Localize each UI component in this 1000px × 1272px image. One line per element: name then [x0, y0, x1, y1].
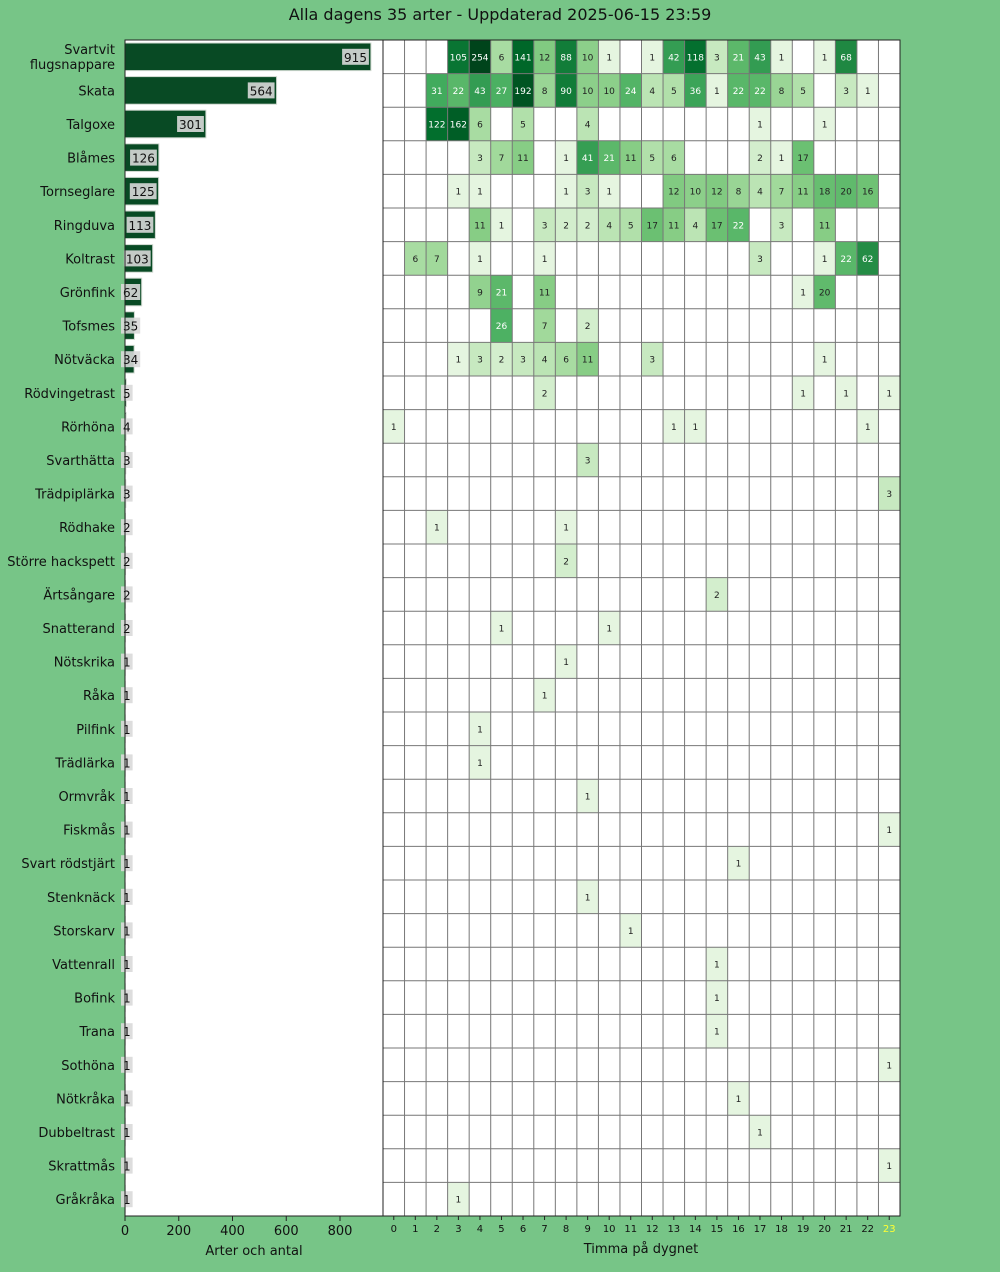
heatmap-cell-label: 1	[778, 53, 785, 64]
heatmap-x-tick-label: 11	[624, 1224, 638, 1235]
heatmap-cell-label: 1	[886, 1162, 893, 1173]
heatmap-cell-label: 1	[563, 658, 569, 669]
bar-value-label: 1	[122, 1092, 131, 1107]
heatmap-cell-label: 4	[692, 221, 699, 232]
bar-value-label: 1	[122, 1058, 131, 1073]
heatmap-cell-label: 1	[800, 288, 806, 299]
species-label: Snatterand	[42, 622, 115, 637]
bar-value-label: 4	[122, 420, 131, 435]
heatmap-cell-label: 2	[498, 355, 505, 366]
heatmap-x-tick-label: 10	[602, 1224, 616, 1235]
heatmap-cell-label: 122	[428, 120, 446, 131]
bar-value-label: 3	[122, 454, 131, 468]
heatmap-cell-label: 68	[840, 53, 852, 64]
chart-title: Alla dagens 35 arter - Uppdaterad 2025-06-15 23:59	[288, 5, 712, 24]
heatmap-cell-label: 10	[581, 86, 594, 97]
heatmap-cell-label: 2	[541, 389, 548, 400]
species-label: Rödhake	[59, 521, 115, 537]
heatmap-cell-label: 6	[670, 154, 677, 165]
bar-value-label: 1	[122, 790, 131, 804]
heatmap-x-tick-label: 6	[519, 1224, 527, 1235]
heatmap-x-tick-label: 16	[732, 1224, 745, 1235]
heatmap-cell-label: 141	[514, 53, 532, 64]
heatmap-cell-label: 1	[477, 758, 483, 769]
species-label: Fiskmås	[63, 823, 115, 839]
heatmap-cell-label: 1	[886, 826, 893, 837]
heatmap-x-tick-label: 15	[710, 1224, 724, 1235]
heatmap-x-tick-label: 2	[433, 1224, 441, 1235]
heatmap-cell-label: 192	[514, 86, 532, 97]
heatmap-x-tick-label: 22	[861, 1224, 875, 1235]
heatmap-cell-label: 36	[689, 86, 702, 97]
heatmap-cell-label: 1	[498, 624, 505, 635]
species-label: Rörhöna	[61, 420, 115, 436]
heatmap-x-tick-label: 17	[753, 1224, 767, 1235]
heatmap-cell-label: 1	[714, 1027, 720, 1038]
heatmap-cell-label: 1	[714, 994, 720, 1005]
heatmap-cell-label: 20	[840, 187, 852, 198]
heatmap-cell-label: 1	[800, 389, 806, 400]
heatmap-cell-label: 1	[541, 691, 548, 702]
species-label: Pilfink	[76, 722, 115, 738]
heatmap-x-axis-label: Timma på dygnet	[583, 1242, 699, 1257]
species-label: Svartvit flugsnappare	[29, 42, 115, 73]
heatmap-cell-label: 1	[778, 154, 785, 165]
heatmap-cell-label: 4	[757, 187, 763, 198]
heatmap-cell-label: 254	[471, 53, 489, 64]
heatmap-cell-label: 1	[821, 355, 828, 366]
heatmap-cell-label: 24	[625, 86, 637, 97]
heatmap-cell-label: 20	[818, 288, 831, 299]
heatmap-x-tick-label: 1	[412, 1224, 419, 1235]
heatmap-cell-label: 31	[431, 86, 443, 97]
heatmap-cell-label: 3	[649, 355, 656, 366]
heatmap-cell-label: 4	[649, 86, 656, 97]
bar-value-label: 2	[122, 588, 131, 603]
heatmap-cell-label: 3	[477, 154, 483, 165]
heatmap-cell-label: 41	[581, 154, 594, 165]
heatmap-cell-label: 11	[517, 154, 529, 165]
heatmap-cell-label: 11	[668, 221, 680, 232]
heatmap-cell-label: 6	[498, 53, 505, 64]
heatmap-cell-label: 2	[563, 557, 569, 568]
heatmap-cell-label: 2	[714, 590, 720, 601]
heatmap-x-tick-label: 20	[818, 1224, 831, 1235]
heatmap-panel	[383, 40, 900, 1235]
heatmap-cell-label: 1	[477, 254, 483, 265]
heatmap-cell-label: 1	[649, 53, 656, 64]
heatmap-cell-label: 5	[670, 86, 677, 97]
bar-x-axis-label: Arter och antal	[205, 1244, 303, 1259]
heatmap-cell-label: 1	[735, 1094, 742, 1105]
species-label: Råka	[83, 689, 115, 705]
species-label: Trädlärka	[55, 756, 115, 772]
heatmap-x-tick-label: 3	[455, 1224, 462, 1235]
bar-value-label: 1	[122, 655, 131, 670]
heatmap-x-tick-label: 5	[498, 1224, 505, 1235]
heatmap-cell-label: 6	[477, 120, 483, 131]
bar-value-label: 103	[125, 252, 149, 267]
bar-value-label: 1	[122, 857, 131, 872]
heatmap-cell-label: 22	[732, 86, 745, 97]
heatmap-cell-label: 22	[732, 221, 745, 232]
heatmap-cell-label: 105	[449, 53, 467, 64]
heatmap-cell-label: 1	[584, 792, 591, 803]
heatmap-cell-label: 11	[797, 187, 809, 198]
heatmap-cell-label: 8	[735, 187, 742, 198]
heatmap-x-tick-label: 9	[584, 1224, 591, 1235]
heatmap-cell-label: 12	[668, 187, 680, 198]
bar-value-label: 34	[122, 353, 139, 368]
heatmap-cell-label: 1	[864, 422, 871, 433]
bar-value-label: 1	[122, 1193, 131, 1208]
heatmap-x-tick-label: 8	[562, 1224, 570, 1235]
heatmap-cell-label: 21	[603, 154, 615, 165]
species-label: Större hackspett	[7, 554, 115, 570]
species-label: Gråkråka	[55, 1193, 115, 1209]
bar-panel	[7, 40, 383, 1239]
heatmap-cell-label: 1	[843, 389, 850, 400]
bar-value-label: 113	[128, 218, 152, 233]
species-label: Grönfink	[59, 286, 115, 301]
heatmap-cell-label: 1	[886, 1061, 893, 1072]
heatmap-cell-label: 1	[455, 355, 462, 366]
heatmap-cell-label: 3	[886, 490, 893, 501]
species-label: Talgoxe	[66, 118, 115, 133]
heatmap-cell-label: 2	[584, 221, 591, 232]
heatmap-cell-label: 17	[711, 221, 723, 232]
bar-value-label: 1	[122, 890, 131, 905]
heatmap-cell-label: 4	[584, 120, 591, 131]
heatmap-cell-label: 2	[563, 221, 569, 232]
heatmap-cell-label: 90	[560, 86, 572, 97]
heatmap-cell-label: 1	[433, 523, 440, 534]
heatmap-cell-label: 62	[861, 254, 874, 265]
heatmap-cell-label: 11	[538, 288, 551, 299]
species-label: Stenknäck	[47, 890, 115, 906]
species-label: Blåmes	[67, 151, 115, 167]
species-label: Tornseglare	[40, 185, 115, 201]
bar-x-tick-label: 0	[120, 1224, 130, 1239]
heatmap-cell-label: 1	[498, 221, 505, 232]
heatmap-cell-label: 5	[520, 120, 526, 131]
heatmap-cell-label: 1	[627, 926, 634, 937]
heatmap-cell-label: 1	[606, 53, 613, 64]
heatmap-cell-label: 3	[757, 254, 763, 265]
heatmap-cell-label: 8	[778, 86, 785, 97]
heatmap-cell-label: 1	[477, 725, 483, 736]
bar-value-label: 1	[122, 1025, 131, 1040]
heatmap-cell-label: 26	[495, 322, 508, 333]
bar-value-label: 125	[131, 185, 155, 200]
bar-value-label: 126	[132, 151, 155, 166]
bar	[125, 43, 371, 71]
heatmap-cell-label: 11	[474, 221, 486, 232]
heatmap-cell-label: 1	[563, 523, 569, 534]
heatmap-cell-label: 1	[563, 154, 569, 165]
heatmap-cell-label: 1	[606, 187, 613, 198]
species-label: Storskarv	[53, 924, 115, 940]
species-label: Trana	[79, 1025, 115, 1041]
heatmap-cell-label: 43	[474, 86, 486, 97]
heatmap-cell-label: 162	[449, 120, 467, 131]
bar-value-label: 62	[122, 286, 139, 300]
heatmap-cell-label: 1	[455, 1195, 462, 1206]
heatmap-cell-label: 3	[584, 456, 591, 467]
bar-value-label: 1	[122, 924, 131, 939]
heatmap-cell-label: 1	[821, 254, 828, 265]
heatmap-cell-label: 10	[581, 53, 594, 64]
species-label: Tofsmes	[62, 319, 115, 335]
species-label: Nötväcka	[54, 353, 115, 369]
bar-plot-area	[122, 40, 383, 1216]
heatmap-cell-label: 11	[625, 154, 637, 165]
heatmap-cell-label: 7	[541, 322, 548, 333]
heatmap-cell-label: 1	[670, 422, 677, 433]
species-label: Svarthätta	[46, 454, 115, 469]
heatmap-cell-label: 5	[627, 221, 634, 232]
bar-value-label: 2	[122, 521, 131, 536]
bar-x-tick-label: 600	[273, 1224, 299, 1239]
heatmap-cell-label: 1	[541, 254, 548, 265]
species-label: Skrattmås	[48, 1159, 115, 1175]
species-label: Rödvingetrast	[24, 386, 115, 402]
heatmap-cell-label: 10	[603, 86, 615, 97]
heatmap-cell-label: 4	[606, 221, 613, 232]
heatmap-cell-label: 1	[477, 187, 483, 198]
heatmap-cell-label: 22	[840, 254, 852, 265]
heatmap-cell-label: 3	[477, 355, 483, 366]
bar-value-label: 564	[249, 84, 273, 99]
bar-value-label: 301	[179, 118, 202, 132]
heatmap-x-tick-label: 0	[390, 1224, 397, 1235]
heatmap-cell-label: 3	[541, 221, 548, 232]
heatmap-cell-label: 43	[754, 53, 766, 64]
heatmap-cell-label: 1	[584, 893, 591, 904]
heatmap-cell-label: 11	[581, 355, 594, 366]
heatmap-cell-label: 8	[541, 86, 548, 97]
bar-value-label: 1	[122, 991, 131, 1006]
heatmap-x-tick-label: 14	[688, 1224, 702, 1235]
species-label: Trädpiplärka	[35, 487, 115, 503]
species-label: Ormvråk	[58, 790, 115, 805]
heatmap-cell-label: 22	[452, 86, 465, 97]
heatmap-cell-label: 1	[714, 960, 720, 971]
heatmap-cell-label: 1	[757, 120, 763, 131]
heatmap-cell-label: 21	[732, 53, 745, 64]
heatmap-cell-label: 3	[584, 187, 591, 198]
heatmap-cell-label: 1	[606, 624, 613, 635]
bar-x-tick-label: 200	[166, 1224, 192, 1239]
species-label: Bofink	[74, 991, 115, 1007]
bar-value-label: 915	[344, 50, 367, 65]
heatmap-cell-label: 1	[390, 422, 397, 433]
heatmap-cell-label: 11	[818, 221, 831, 232]
heatmap-x-tick-label: 19	[796, 1224, 810, 1235]
bar-value-label: 5	[122, 386, 131, 401]
heatmap-cell-label: 21	[495, 288, 508, 299]
heatmap-cell-label: 1	[714, 86, 720, 97]
species-label: Nötkråka	[56, 1092, 115, 1108]
heatmap-x-tick-label: 21	[839, 1224, 853, 1235]
heatmap-cell-label: 3	[520, 355, 526, 366]
heatmap-cell-label: 5	[800, 86, 806, 97]
heatmap-cell-label: 12	[711, 187, 723, 198]
heatmap-cell-label: 6	[412, 254, 419, 265]
species-label: Koltrast	[65, 252, 115, 268]
species-label: Nötskrika	[53, 655, 115, 671]
heatmap-cell-label: 7	[778, 187, 785, 198]
species-label: Vattenrall	[52, 958, 115, 973]
heatmap-cell-label: 1	[735, 859, 742, 870]
heatmap-x-tick-label: 18	[775, 1224, 788, 1235]
heatmap-cell-label: 7	[498, 154, 505, 165]
bar-value-label: 2	[122, 622, 131, 636]
species-label: Svart rödstjärt	[21, 857, 115, 873]
heatmap-cell-label: 16	[861, 187, 874, 198]
bar-value-label: 3	[122, 487, 131, 502]
heatmap-cell-label: 10	[689, 187, 702, 198]
heatmap-cell-label: 7	[433, 254, 440, 265]
bar-x-tick-label: 800	[327, 1224, 353, 1239]
bar-value-label: 1	[122, 722, 131, 737]
heatmap-cell-label: 17	[797, 154, 809, 165]
heatmap-cell-label: 2	[584, 322, 591, 333]
species-label: Sothöna	[61, 1058, 115, 1074]
heatmap-x-tick-label: 12	[645, 1224, 659, 1235]
heatmap-cell-label: 88	[560, 53, 572, 64]
heatmap-cell-label: 1	[692, 422, 699, 433]
bar-value-label: 1	[122, 1126, 131, 1140]
heatmap-cell-label: 1	[886, 389, 893, 400]
heatmap-cell-label: 42	[668, 53, 680, 64]
heatmap-x-tick-label: 7	[541, 1224, 548, 1235]
heatmap-x-tick-label: 23	[882, 1224, 896, 1235]
species-label: Dubbeltrast	[38, 1126, 115, 1141]
heatmap-cell-label: 118	[686, 53, 704, 64]
bar-value-label: 1	[122, 1159, 131, 1174]
bar-value-label: 1	[122, 823, 131, 838]
bar-value-label: 35	[122, 319, 139, 334]
species-label: Ärtsångare	[43, 588, 115, 604]
heatmap-cell-label: 12	[538, 53, 551, 64]
species-label: Ringduva	[53, 218, 115, 234]
species-label: Skata	[78, 84, 115, 100]
heatmap-cell-label: 1	[455, 187, 462, 198]
heatmap-cell-label: 3	[714, 53, 720, 64]
heatmap-cell-label: 5	[649, 154, 656, 165]
bar-value-label: 1	[122, 689, 131, 704]
heatmap-cell-label: 17	[646, 221, 658, 232]
heatmap-cell-label: 18	[818, 187, 831, 198]
bar-value-label: 1	[122, 756, 131, 771]
heatmap-cell-label: 1	[757, 1128, 763, 1139]
heatmap-cell-label: 27	[495, 86, 508, 97]
heatmap-cell-label: 9	[477, 288, 483, 299]
heatmap-cell-label: 1	[563, 187, 569, 198]
heatmap-cell-label: 1	[821, 53, 828, 64]
heatmap-cell-label: 4	[541, 355, 548, 366]
bar-x-tick-label: 400	[220, 1224, 245, 1239]
heatmap-cell-label: 6	[563, 355, 569, 366]
heatmap-cell-label: 2	[757, 154, 763, 165]
heatmap-cell-label: 1	[864, 86, 871, 97]
heatmap-cell-label: 22	[754, 86, 766, 97]
heatmap-cell-label: 3	[778, 221, 785, 232]
bar-value-label: 1	[122, 958, 131, 972]
heatmap-x-tick-label: 13	[667, 1224, 681, 1235]
heatmap-cell-label: 1	[821, 120, 828, 131]
bar-value-label: 2	[122, 554, 131, 569]
heatmap-x-tick-label: 4	[476, 1224, 484, 1235]
heatmap-cell-label: 3	[843, 86, 850, 97]
